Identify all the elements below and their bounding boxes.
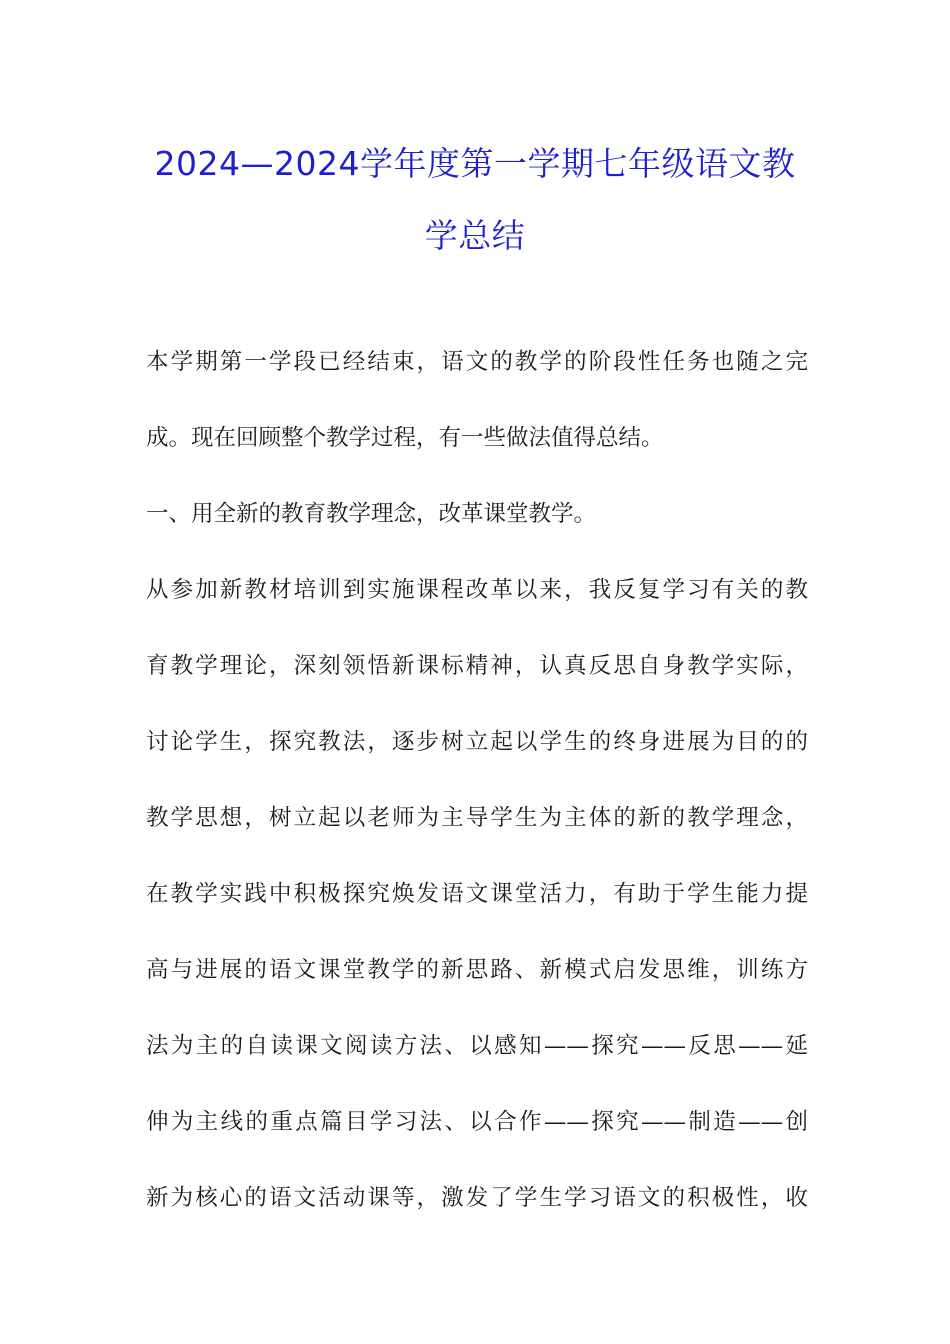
body-line-11: 伸为主线的重点篇目学习法、以合作——探究——制造——创	[146, 1109, 808, 1135]
body-line-9: 高与进展的语文课堂教学的新思路、新模式启发思维，训练方	[146, 957, 808, 983]
body-line-6: 讨论学生，探究教法，逐步树立起以学生的终身进展为目的的	[146, 729, 808, 755]
body-line-1: 本学期第一学段已经结束，语文的教学的阶段性任务也随之完	[146, 349, 808, 375]
body-line-12: 新为核心的语文活动课等，激发了学生学习语文的积极性，收	[146, 1185, 808, 1211]
section-heading-1: 一、用全新的教育教学理念，改革课堂教学。	[146, 501, 597, 527]
body-line-2: 成。现在回顾整个教学过程，有一些做法值得总结。	[146, 425, 664, 451]
title-line-2: 学总结	[424, 216, 526, 255]
body-line-10: 法为主的自读课文阅读方法、以感知——探究——反思——延	[146, 1033, 808, 1059]
body-line-7: 教学思想，树立起以老师为主导学生为主体的新的教学理念，	[146, 805, 808, 831]
document-body	[146, 334, 808, 1246]
body-line-4: 从参加新教材培训到实施课程改革以来，我反复学习有关的教	[146, 577, 808, 603]
title-line-1: 2024—2024学年度第一学期七年级语文教	[154, 144, 796, 183]
body-line-8: 在教学实践中积极探究焕发语文课堂活力，有助于学生能力提	[146, 881, 808, 907]
document-title	[100, 128, 850, 272]
body-line-5: 育教学理论，深刻领悟新课标精神，认真反思自身教学实际，	[146, 653, 808, 679]
